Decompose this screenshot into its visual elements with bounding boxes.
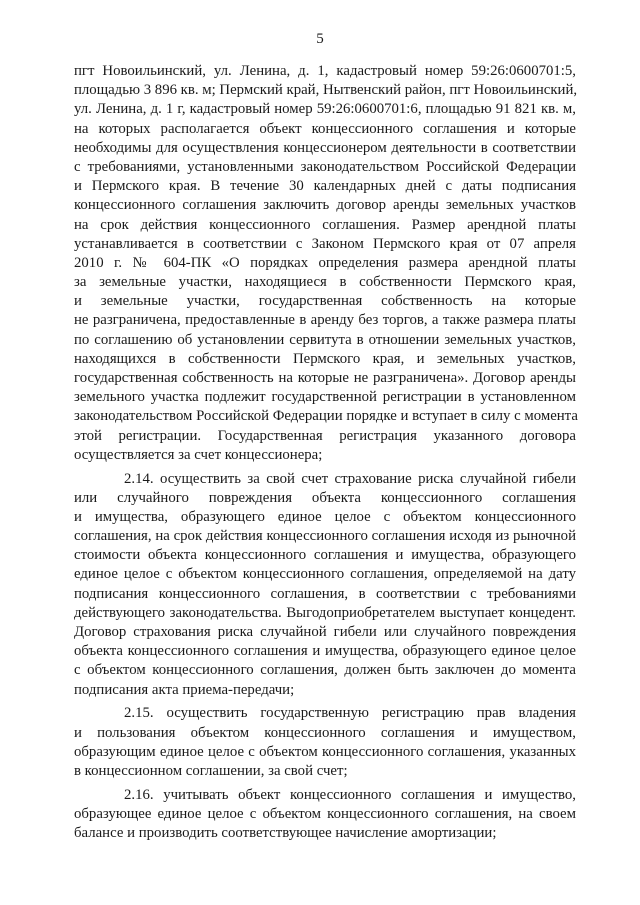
text-line: не разграничена, предоставленные в аренду без торгов, а также размера платы — [74, 312, 576, 329]
text-line: с объектом концессионного соглашения, должен быть заключен до момента — [74, 662, 576, 679]
text-line: стоимости объекта концессионного соглашения и имущества, образующего — [74, 547, 576, 564]
text-line: подписания акта приема-передачи; — [74, 681, 295, 698]
text-line: образующим единое целое с объектом концессионного соглашения, указанных — [74, 743, 576, 760]
text-line: действующего законодательства. Выгодоприобретателем выступает концедент. — [74, 604, 576, 621]
text-line: и земельные участки, государственная собственность на которые — [74, 293, 576, 310]
text-line: объекта концессионного соглашения и имущества, образующего единое целое — [74, 643, 576, 660]
text-line: 2010 г. № 604-ПК «О порядках определения размера арендной платы — [74, 254, 576, 271]
text-line: единое целое с объектом концессионного соглашения, определяемой на дату — [74, 566, 576, 583]
text-line: концессионного соглашения заключить договор аренды земельных участков — [74, 197, 576, 214]
text-line: 2.15. осуществить государственную регистрацию прав владения — [124, 705, 576, 722]
text-line: по соглашению об установлении сервитута в отношении земельных участков, — [74, 331, 576, 348]
paragraph — [74, 62, 576, 465]
text-line: Договор страхования риска случайной гибели или случайного повреждения — [74, 624, 576, 641]
text-line: или случайного повреждения объекта концессионного соглашения — [74, 489, 576, 506]
text-line: и имущества, образующего единое целое с объектом концессионного — [74, 508, 576, 525]
text-line: этой регистрации. Государственная регистрация указанного договора — [74, 427, 576, 444]
text-line: государственная собственность на которые не разграничена». Договор аренды — [74, 370, 576, 386]
text-line: законодательством Российской Федерации порядке и вступает в силу с момента — [74, 408, 578, 425]
document-body — [74, 62, 576, 843]
text-line: земельного участка подлежит государственной регистрации в установленном — [74, 389, 576, 406]
text-line: находящихся в собственности Пермского края, и земельных участков, — [74, 350, 576, 367]
text-line: ул. Ленина, д. 1 г, кадастровый номер 59:26:0600701:6, площадью 91 821 кв. м, — [74, 101, 576, 118]
text-line: 2.16. учитывать объект концессионного соглашения и имущество, — [124, 786, 576, 803]
paragraph — [74, 704, 576, 781]
text-line: подписания концессионного соглашения, в соответствии с требованиями — [74, 585, 576, 602]
paragraph — [74, 470, 576, 700]
text-line: в концессионном соглашении, за свой счет; — [74, 762, 348, 779]
text-line: устанавливается в соответствии с Законом Пермского края от 07 апреля — [74, 235, 576, 252]
text-line: и пользования объектом концессионного соглашения и имуществом, — [74, 724, 576, 741]
text-line: площадью 3 896 кв. м; Пермский край, Нытвенский район, пгт Новоильинский, — [74, 82, 578, 99]
text-line: на которых располагается объект концессионного соглашения и которые — [74, 120, 576, 137]
text-line: 2.14. осуществить за свой счет страхование риска случайной гибели — [124, 470, 576, 487]
text-line: с требованиями, установленными законодательством Российской Федерации — [74, 158, 576, 175]
text-line: на срок действия концессионного соглашения. Размер арендной платы — [74, 216, 576, 233]
paragraph — [74, 786, 576, 844]
page-number: 5 — [316, 31, 324, 47]
text-line: осуществляется за счет концессионера; — [74, 446, 323, 463]
text-line: балансе и производить соответствующее начисление амортизации; — [74, 825, 497, 842]
text-line: за земельные участки, находящиеся в собственности Пермского края, — [74, 274, 576, 291]
text-line: образующее единое целое с объектом концессионного соглашения, на своем — [74, 805, 576, 822]
text-line: и Пермского края. В течение 30 календарных дней с даты подписания — [74, 178, 576, 195]
text-line: соглашения, на срок действия концессионного соглашения исходя из рыночной — [74, 528, 576, 545]
text-line: пгт Новоильинский, ул. Ленина, д. 1, кадастровый номер 59:26:0600701:5, — [74, 63, 576, 79]
text-line: необходимы для осуществления концессионером деятельности в соответствии — [74, 139, 576, 156]
